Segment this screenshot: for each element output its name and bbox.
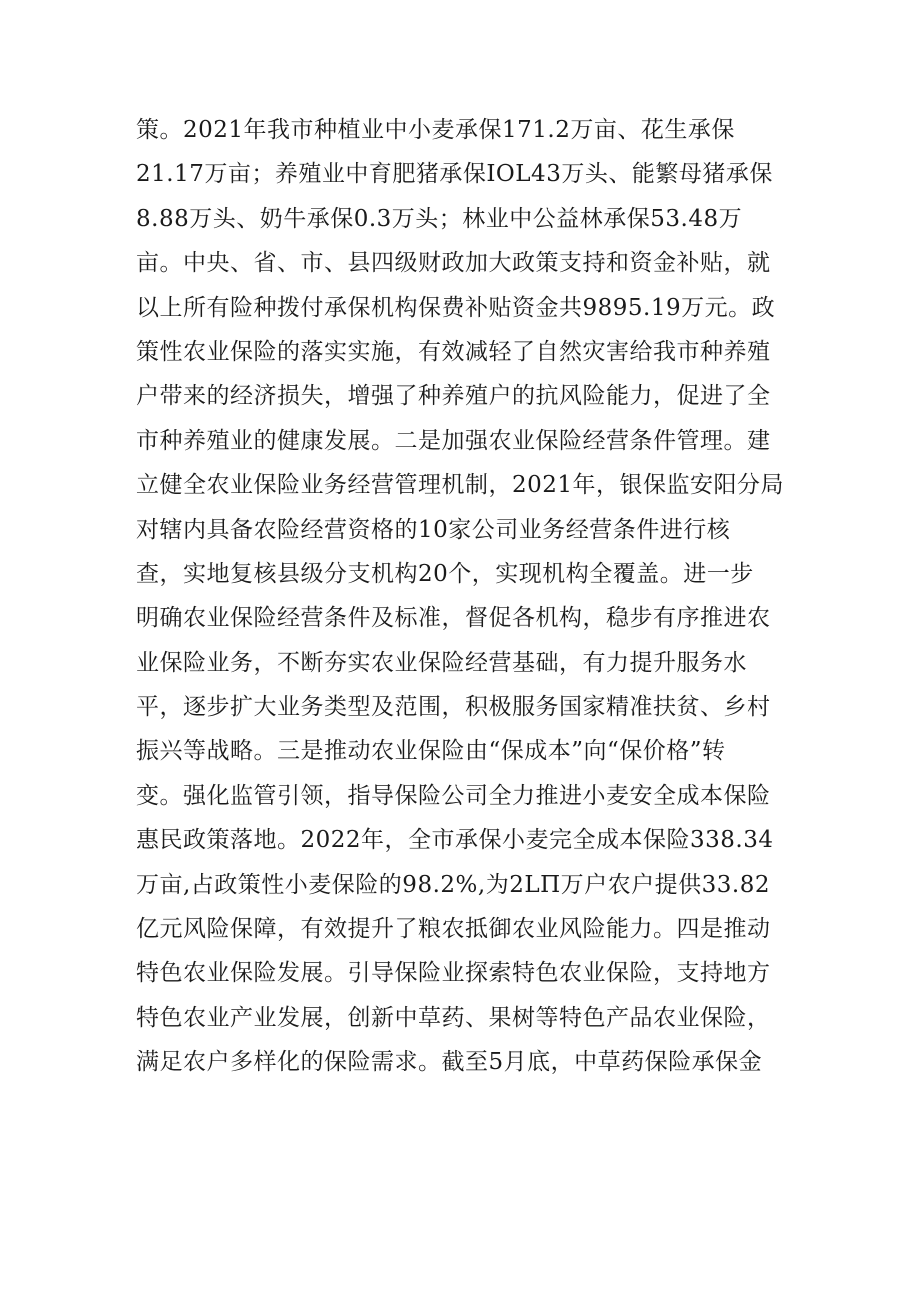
text-line: 以上所有险种拨付承保机构保费补贴资金共9895.19万元。政 [136,294,776,321]
text-line: 8.88万头、奶牛承保0.3万头；林业中公益林承保53.48万 [136,205,743,232]
text-line: 特色农业产业发展，创新中草药、果树等特色产品农业保险， [136,1004,771,1031]
text-line: 策。2021年我市种植业中小麦承保171.2万亩、花生承保 [136,117,735,143]
text-line: 明确农业保险经营条件及标准，督促各机构，稳步有序推进农 [136,605,771,632]
text-line: 平，逐步扩大业务类型及范围，积极服务国家精准扶贫、乡村 [136,694,771,721]
text-line: 业保险业务，不断夯实农业保险经营基础，有力提升服务水 [136,649,747,676]
text-line: 特色农业保险发展。引导保险业探索特色农业保险，支持地方 [136,960,771,987]
text-line: 策性农业保险的落实实施，有效减轻了自然灾害给我市种养殖 [136,338,771,365]
text-line: 21.17万亩；养殖业中育肥猪承保IOL43万头、能繁母猪承保 [136,161,773,188]
text-line: 万亩,占政策性小麦保险的98.2%,为2LΠ万户农户提供33.82 [136,871,770,898]
text-line: 亩。中央、省、市、县四级财政加大政策支持和资金补贴，就 [136,250,771,277]
text-line: 市种养殖业的健康发展。二是加强农业保险经营条件管理。建 [136,427,771,454]
text-line: 满足农户多样化的保险需求。截至5月底，中草药保险承保金 [136,1049,763,1076]
text-line: 变。强化监管引领，指导保险公司全力推进小麦安全成本保险 [136,782,771,809]
text-line: 惠民政策落地。2022年，全市承保小麦完全成本保险338.34 [136,827,774,854]
text-line: 振兴等战略。三是推动农业保险由“保成本”向“保价格”转 [136,738,726,765]
body-text [136,108,785,1085]
text-line: 对辖内具备农险经营资格的10家公司业务经营条件进行核 [136,516,731,543]
text-line: 查，实地复核县级分支机构20个，实现机构全覆盖。进一步 [136,560,754,587]
text-line: 亿元风险保障，有效提升了粮农抵御农业风险能力。四是推动 [136,916,771,943]
text-line: 户带来的经济损失，增强了种养殖户的抗风险能力，促进了全 [136,383,771,410]
text-line: 立健全农业保险业务经营管理机制，2021年，银保监安阳分局 [136,472,785,499]
